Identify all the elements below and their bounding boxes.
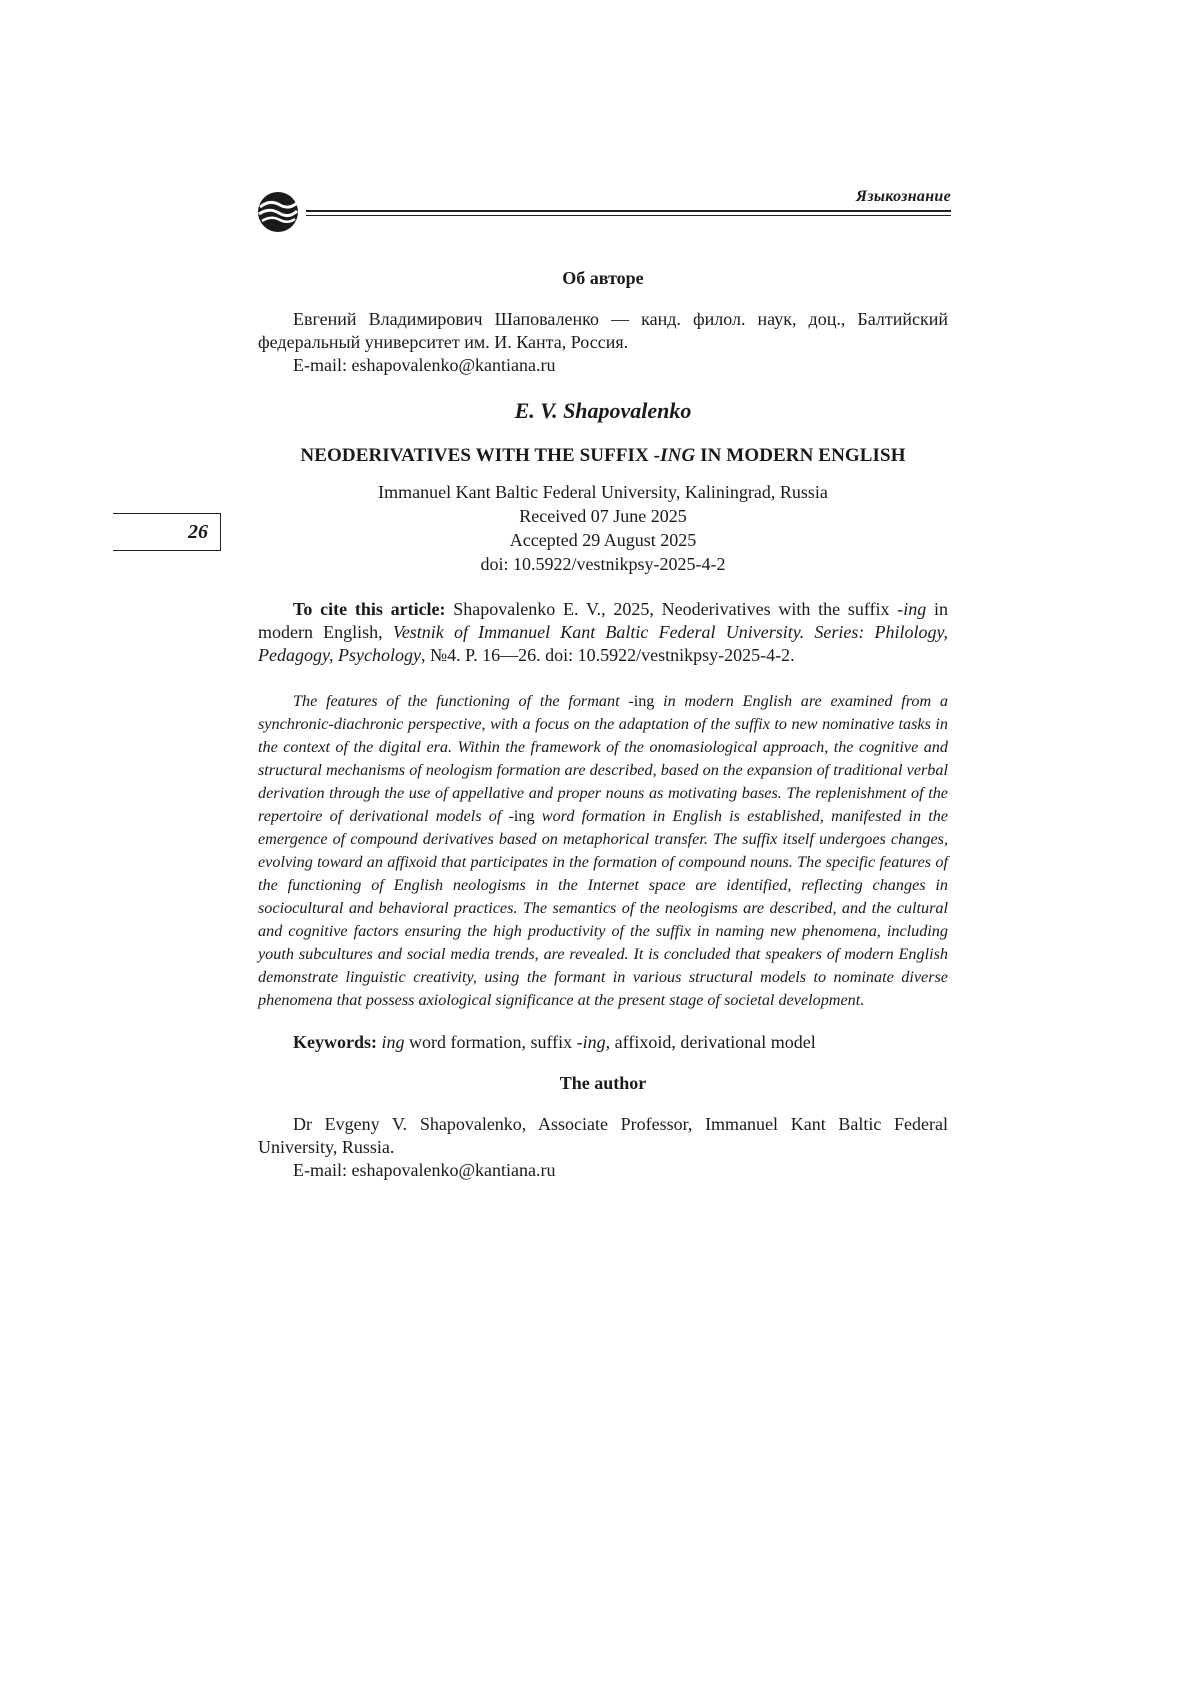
header-rule-thick bbox=[306, 210, 951, 212]
article-title-part1: NEODERIVATIVES WITH THE SUFFIX bbox=[300, 445, 654, 466]
affiliation: Immanuel Kant Baltic Federal University, Kaliningrad, Russia bbox=[378, 482, 828, 502]
about-author-en-text: Dr Evgeny V. Shapovalenko, Associate Professor, Immanuel Kant Baltic Federal University, Russia. bbox=[258, 1114, 948, 1157]
about-author-en-heading: The author bbox=[559, 1073, 647, 1093]
abstract-ing-2: -ing bbox=[508, 807, 535, 825]
page-number-box bbox=[113, 513, 221, 551]
received-date: Received 07 June 2025 bbox=[519, 506, 687, 526]
abstract-part1: The features of the functioning of the formant bbox=[293, 692, 629, 710]
article-title bbox=[258, 445, 948, 467]
article-title-part2: IN MODERN ENGLISH bbox=[695, 445, 906, 466]
abstract-part2: in modern English are examined from a synchronic-diachronic perspective, with a focus on the adaptation of the suffix to new nominative tasks in the context of the digital era. Within the framework of the onomasiological approach, the cognitive and structural mechanisms of neologism formation are described, based on the expansion of traditional verbal derivation through the use of appellative and proper nouns as motivating bases. The replenishment of the repertoire of derivational models of bbox=[258, 692, 948, 825]
keywords-text1: word formation, suffix bbox=[404, 1032, 577, 1052]
journal-wave-logo-icon bbox=[256, 190, 300, 234]
citation bbox=[258, 598, 948, 667]
citation-suffix: -ing bbox=[897, 599, 927, 619]
page-content bbox=[258, 268, 948, 1182]
about-author-ru-text: Евгений Владимирович Шаповаленко — канд. филол. наук, доц., Балтийский федеральный университет им. И. Канта, Россия. bbox=[258, 309, 948, 352]
about-author-en-email: E-mail: eshapovalenko@kantiana.ru bbox=[293, 1160, 556, 1180]
accepted-date: Accepted 29 August 2025 bbox=[509, 530, 697, 550]
citation-journal: Vestnik of Immanuel Kant Baltic Federal University. Series: Philology, Pedagogy, Psychology bbox=[258, 622, 948, 665]
citation-text3: , №4. P. 16—26. doi: 10.5922/vestnikpsy-2025-4-2. bbox=[420, 645, 795, 665]
doi: doi: 10.5922/vestnikpsy-2025-4-2 bbox=[480, 554, 726, 574]
keywords-text2: , affixoid, derivational model bbox=[605, 1032, 816, 1052]
section-title: Языкознание bbox=[856, 188, 951, 205]
keyword-suffix: -ing bbox=[576, 1032, 606, 1052]
keywords-label: Keywords: bbox=[293, 1032, 377, 1052]
about-author-ru-email: E-mail: eshapovalenko@kantiana.ru bbox=[293, 355, 556, 375]
keywords bbox=[258, 1031, 948, 1054]
abstract-ing-1: -ing bbox=[628, 692, 655, 710]
article-title-suffix: -ING bbox=[653, 445, 696, 466]
abstract-part3: word formation in English is established, manifested in the emergence of compound derivatives based on metaphorical transfer. The suffix itself undergoes changes, evolving toward an affixoid that participates in the formation of compound nouns. The specific features of the functioning of English neologisms in the Internet space are identified, reflecting changes in sociocultural and behavioral practices. The semantics of the neologisms are described, and the cultural and cognitive factors ensuring the high productivity of the suffix in naming new phenomena, including youth subcultures and social media trends, are revealed. It is concluded that speakers of modern English demonstrate linguistic creativity, using the formant in various structural models to nominate diverse phenomena that possess axiological significance at the present stage of societal development. bbox=[258, 807, 948, 1009]
keyword-ing: ing bbox=[381, 1032, 405, 1052]
citation-label: To cite this article: bbox=[293, 599, 446, 619]
page-number: 26 bbox=[188, 521, 208, 543]
citation-text1: Shapovalenko E. V., 2025, Neoderivatives with the suffix bbox=[445, 599, 898, 619]
article-author: E. V. Shapovalenko bbox=[514, 398, 692, 423]
abstract bbox=[258, 690, 948, 1012]
header-rule-thin bbox=[306, 215, 951, 216]
about-author-ru-heading: Об авторе bbox=[562, 268, 644, 288]
citation-text2: in modern English, bbox=[258, 599, 948, 642]
